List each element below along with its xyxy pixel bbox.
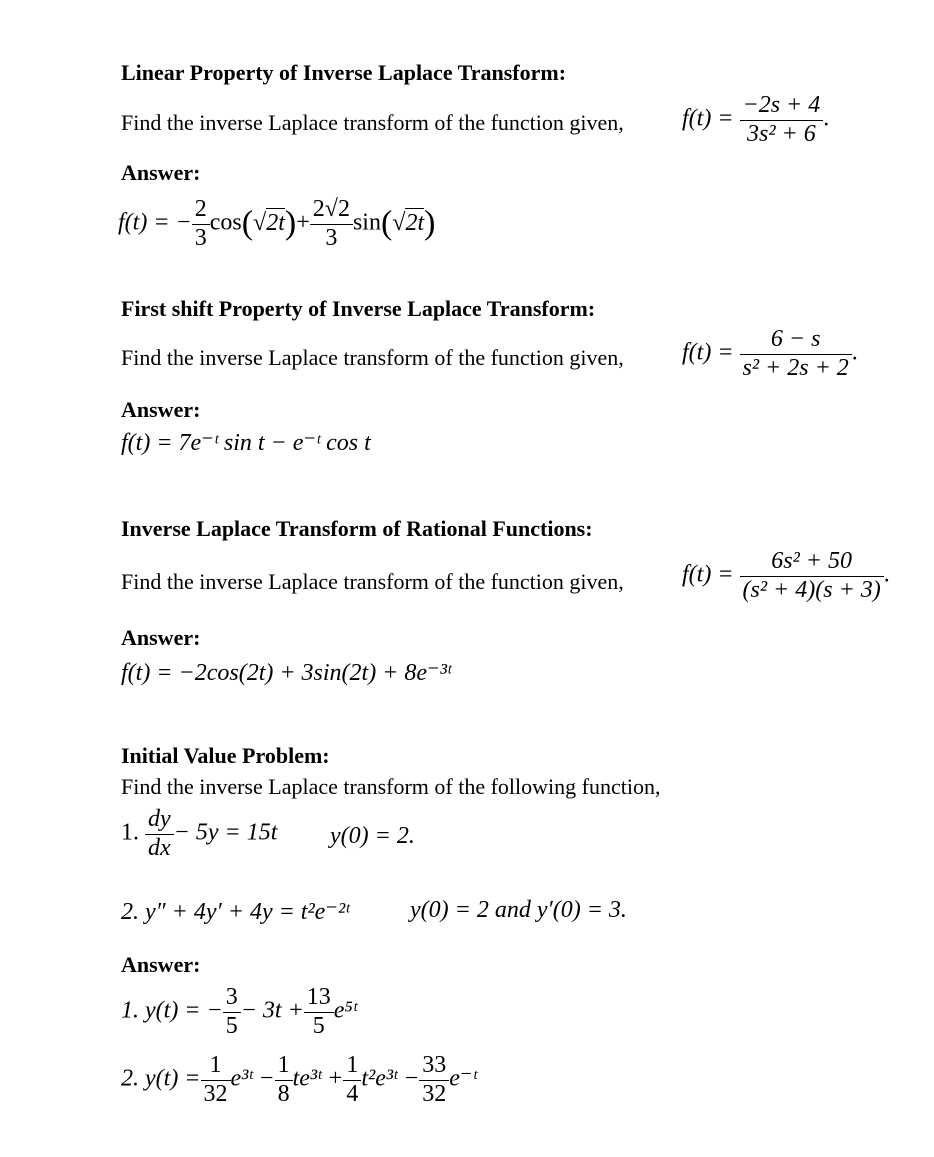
question-linear: Find the inverse Laplace transform of the function given, — [121, 110, 624, 135]
plus-sign: + — [296, 209, 310, 236]
coefficient-fraction — [310, 196, 353, 252]
coefficient-fraction — [192, 196, 210, 252]
numerator: 1 — [275, 1052, 293, 1081]
numerator: 2 — [192, 196, 210, 225]
denominator: 3 — [325, 224, 338, 251]
answer-lhs: 2. y(t) = — [121, 1065, 201, 1092]
term: te³ᵗ + — [292, 1065, 344, 1092]
sqrt-arg: 2t — [405, 209, 425, 236]
term: e³ᵗ − — [230, 1065, 275, 1092]
problem-1 — [121, 806, 277, 862]
denominator: 3s² + 6 — [747, 120, 816, 147]
question-first-shift: Find the inverse Laplace transform of the function given, — [121, 345, 624, 370]
question-rational: Find the inverse Laplace transform of the function given, — [121, 569, 624, 594]
denominator: 32 — [203, 1080, 228, 1107]
function-lhs: f(t) = — [682, 339, 734, 366]
item-number: 1. — [121, 819, 139, 846]
term: e⁵ᵗ — [333, 997, 357, 1024]
section-heading-rational: Inverse Laplace Transform of Rational Functions: — [121, 516, 593, 541]
answer-label-first-shift: Answer: — [121, 397, 201, 422]
fraction — [223, 984, 241, 1040]
equation-rest: − 5y = 15t — [173, 819, 278, 846]
answer-ivp-2 — [121, 1052, 477, 1108]
fraction — [740, 326, 852, 382]
function-lhs: f(t) = — [682, 561, 734, 588]
fraction — [304, 984, 334, 1040]
question-ivp: Find the inverse Laplace transform of the following function, — [121, 774, 661, 799]
denominator: s² + 2s + 2 — [742, 354, 849, 381]
cos-label: cos — [209, 209, 242, 236]
term: e⁻ᵗ — [449, 1065, 477, 1092]
answer-label-linear: Answer: — [121, 160, 201, 185]
answer-label-ivp: Answer: — [121, 952, 201, 977]
sqrt-arg: 2t — [266, 209, 285, 236]
fraction — [740, 92, 824, 148]
problem-2-condition: y(0) = 2 and y′(0) = 3. — [410, 897, 627, 923]
answer-ivp-1 — [121, 984, 357, 1040]
term: − 3t + — [240, 997, 304, 1024]
numerator: 33 — [419, 1052, 449, 1081]
denominator: 5 — [312, 1012, 325, 1039]
denominator: 4 — [346, 1080, 359, 1107]
derivative-fraction — [145, 806, 174, 862]
answer-label-rational: Answer: — [121, 625, 201, 650]
answer-lhs: f(t) = − — [118, 209, 192, 236]
denominator: 3 — [194, 224, 207, 251]
given-function-rational: f(t) = $\frac{\text{6s² + 50}}{\text{(s² + 4)(s + 3)}}$ . — [682, 548, 890, 603]
given-function-first-shift: f(t) = $\frac{6 - s}{\text{s² + 2s + 2}}$ . — [682, 326, 858, 381]
numerator: 1 — [343, 1052, 361, 1081]
sin-label: sin — [352, 209, 381, 236]
answer-first-shift: f(t) = 7e⁻ᵗ sin t − e⁻ᵗ cos t — [121, 430, 371, 456]
problem-1-condition: y(0) = 2. — [330, 823, 415, 849]
section-heading-linear: Linear Property of Inverse Laplace Transform: — [121, 60, 567, 85]
numerator: 2√2 — [310, 196, 353, 225]
section-heading-first-shift: First shift Property of Inverse Laplace Transform: — [121, 296, 596, 321]
fraction — [343, 1052, 361, 1108]
numerator: 3 — [223, 984, 241, 1013]
denominator: (s² + 4)(s + 3) — [742, 576, 881, 603]
numerator: 13 — [304, 984, 334, 1013]
fraction — [201, 1052, 231, 1108]
sqrt-term: √2t — [392, 209, 425, 236]
problem-2: 2. y″ + 4y′ + 4y = t²e⁻²ᵗ — [121, 899, 350, 925]
fraction — [740, 548, 884, 604]
numerator: 1 — [201, 1052, 231, 1081]
numerator: −2s + 4 — [740, 92, 824, 121]
numerator: dy — [145, 806, 174, 835]
function-lhs: f(t) = — [682, 105, 734, 132]
denominator: dx — [148, 834, 171, 861]
answer-linear: f(t) = − $\frac{2}{3}$ cos(√2t)+ $\frac{2√2}{3}$ sin(√2t) — [118, 196, 436, 251]
answer-rational: f(t) = −2cos(2t) + 3sin(2t) + 8e⁻³ᵗ — [121, 660, 451, 686]
answer-lhs: 1. y(t) = − — [121, 997, 223, 1024]
given-function-linear: f(t) = $\frac{-2s + 4}{\text{3s² + 6}}$ . — [682, 92, 830, 147]
fraction — [275, 1052, 293, 1108]
numerator: 6s² + 50 — [740, 548, 884, 577]
section-heading-ivp: Initial Value Problem: — [121, 743, 330, 768]
numerator: 6 − s — [740, 326, 852, 355]
fraction — [419, 1052, 449, 1108]
denominator: 8 — [277, 1080, 290, 1107]
denominator: 32 — [422, 1080, 447, 1107]
denominator: 5 — [225, 1012, 238, 1039]
term: t²e³ᵗ − — [361, 1065, 420, 1092]
sqrt-term: √2t — [253, 209, 285, 236]
